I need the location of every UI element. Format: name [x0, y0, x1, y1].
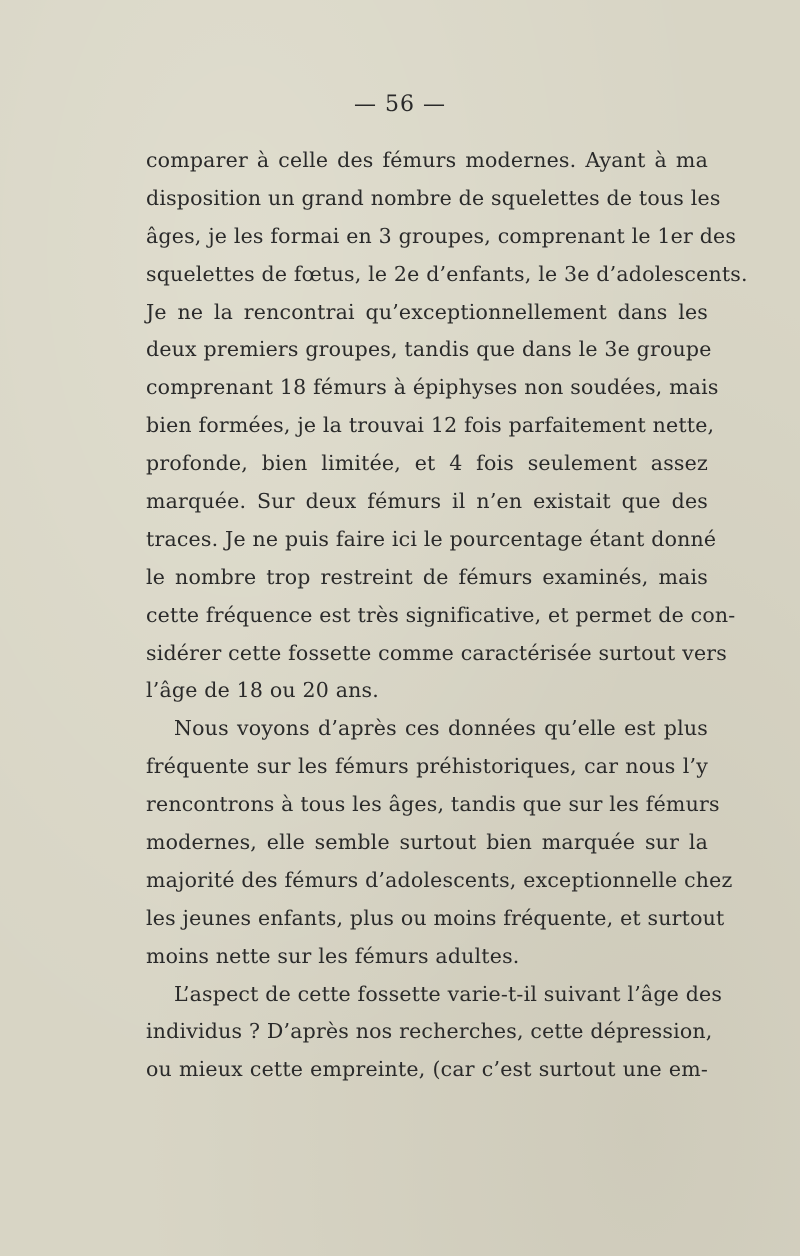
body-text	[146, 142, 748, 1089]
text-line: sidérer cette fossette comme caractérisée surtout vers	[146, 640, 728, 665]
text-line: profonde, bien limitée, et 4 fois seulement assez	[146, 451, 708, 476]
text-line: bien formées, je la trouvai 12 fois parfaitement nette,	[146, 413, 715, 438]
text-line: le nombre trop restreint de fémurs examinés, mais	[146, 564, 708, 589]
text-line: rencontrons à tous les âges, tandis que sur les fémurs	[146, 792, 720, 817]
text-line: l’âge de 18 ou 20 ans.	[146, 678, 379, 703]
text-line: disposition un grand nombre de squelettes de tous les	[146, 185, 721, 210]
text-line: deux premiers groupes, tandis que dans le 3e groupe	[146, 337, 712, 362]
text-line: squelettes de fœtus, le 2e d’enfants, le 3e d’adolescents.	[146, 261, 748, 286]
text-line: ou mieux cette empreinte, (car c’est surtout une em-	[146, 1057, 708, 1082]
text-line: majorité des fémurs d’adolescents, exceptionnelle chez	[146, 867, 733, 892]
text-line: Je ne la rencontrai qu’exceptionnellement dans les	[146, 299, 708, 324]
text-line: âges, je les formai en 3 groupes, comprenant le 1er des	[146, 223, 737, 248]
text-line: comprenant 18 fémurs à épiphyses non soudées, mais	[146, 375, 719, 400]
page-number: — 56 —	[354, 92, 446, 117]
text-line: cette fréquence est très significative, et permet de con-	[146, 602, 736, 627]
text-line: L’aspect de cette fossette varie-t-il suivant l’âge des	[174, 981, 723, 1006]
text-line: marquée. Sur deux fémurs il n’en existait que des	[146, 489, 708, 514]
text-line: modernes, elle semble surtout bien marquée sur la	[146, 830, 708, 855]
text-line: individus ? D’après nos recherches, cette dépression,	[146, 1019, 713, 1044]
text-line: comparer à celle des fémurs modernes. Ayant à ma	[146, 148, 708, 172]
text-line: Nous voyons d’après ces données qu’elle est plus	[174, 716, 708, 741]
text-line: traces. Je ne puis faire ici le pourcentage étant donné	[146, 526, 717, 551]
text-line: fréquente sur les fémurs préhistoriques, car nous l’y	[146, 754, 708, 779]
text-line: moins nette sur les fémurs adultes.	[146, 943, 520, 968]
text-line: les jeunes enfants, plus ou moins fréquente, et surtout	[146, 905, 725, 930]
